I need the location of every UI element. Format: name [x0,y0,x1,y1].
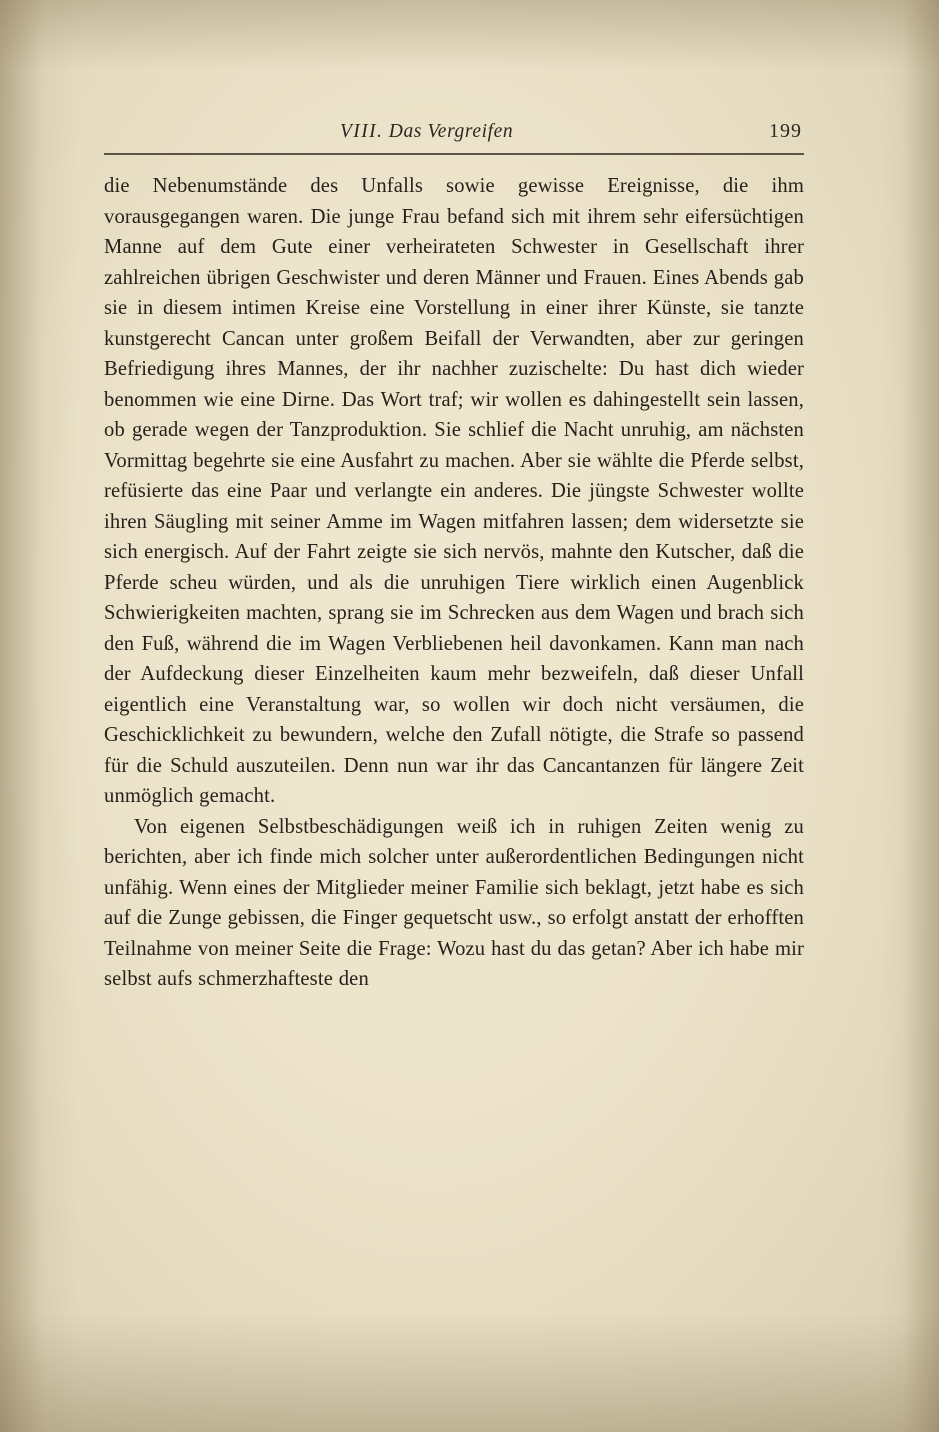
page-number: 199 [769,120,802,142]
chapter-heading [340,121,513,143]
body-paragraph: die Nebenumstände des Unfalls sowie gewisse Ereignisse, die ihm vorausgegangen waren. Die junge Frau befand sich mit ihrem sehr eifersüchtigen Manne auf dem Gute einer verheirateten Schwester in Gesellschaft ihrer zahlreichen übrigen Geschwister und deren Männer und Frauen. Eines Abends gab sie in diesem intimen Kreise eine Vorstellung in einer ihrer Künste, sie tanzte kunstgerecht Cancan unter großem Beifall der Verwandten, aber zur geringen Befriedigung ihres Mannes, der ihr nachher zuzischelte: Du hast dich wieder benommen wie eine Dirne. Das Wort traf; wir wollen es dahingestellt sein lassen, ob gerade wegen der Tanzproduktion. Sie schlief die Nacht unruhig, am nächsten Vormittag begehrte sie eine Ausfahrt zu machen. Aber sie wählte die Pferde selbst, refüsierte das eine Paar und verlangte ein anderes. Die jüngste Schwester wollte ihren Säugling mit seiner Amme im Wagen mitfahren lassen; dem widersetzte sie sich energisch. Auf der Fahrt zeigte sie sich nervös, mahnte den Kutscher, daß die Pferde scheu würden, und als die unruhigen Tiere wirklich einen Augenblick Schwierigkeiten machten, sprang sie im Schrecken aus dem Wagen und brach sich den Fuß, während die im Wagen Verbliebenen heil davonkamen. Kann man nach der Aufdeckung dieser Einzelheiten kaum mehr bezweifeln, daß dieser Unfall eigentlich eine Veranstaltung war, so wollen wir doch nicht versäumen, die Geschicklichkeit zu bewundern, welche den Zufall nötigte, die Strafe so passend für die Schuld auszuteilen. Denn nun war ihr das Cancantanzen für längere Zeit unmöglich gemacht. [104,175,804,807]
chapter-title: Das Vergreifen [388,121,514,142]
chapter-numeral: VIII. [340,121,384,142]
running-head [104,120,804,149]
page-top-shadow [0,0,939,70]
body-paragraph: Von eigenen Selbstbeschädigungen weiß ich in ruhigen Zeiten wenig zu berichten, aber ich finde mich solcher unter außerordentlichen Bedingungen nicht unfähig. Wenn eines der Mitglieder meiner Familie sich beklagt, jetzt habe es sich auf die Zunge gebissen, die Finger gequetscht usw., so erfolgt anstatt der erhofften Teilnahme von meiner Seite die Frage: Wozu hast du das getan? Aber ich habe mir selbst aufs schmerzhafteste den [104,815,804,990]
page-content [104,120,804,995]
page-bottom-shadow [0,1312,939,1432]
header-rule [104,153,804,155]
